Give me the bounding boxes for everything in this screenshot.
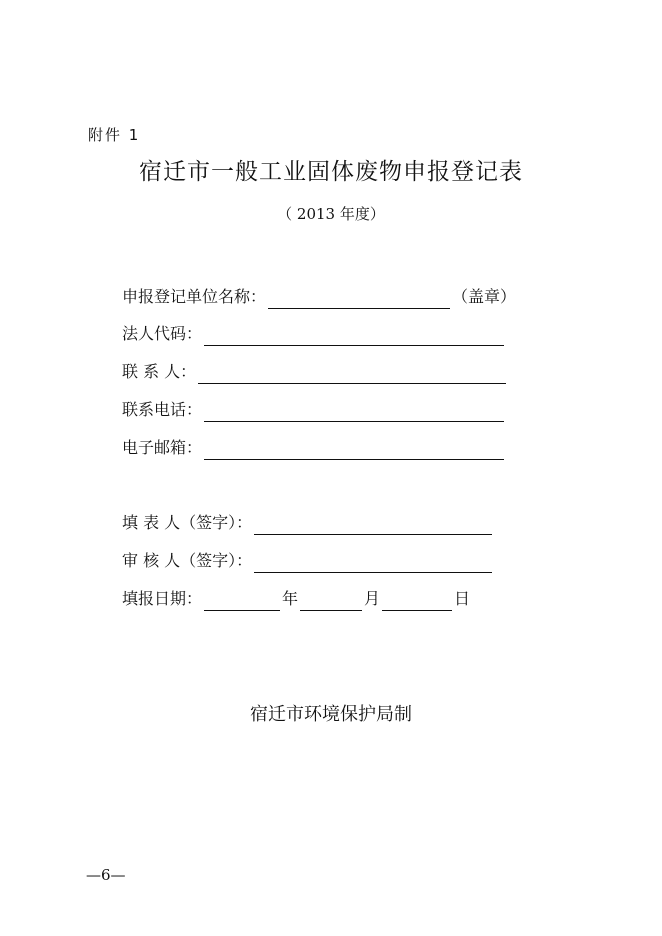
seal-note: （盖章）	[452, 287, 517, 306]
filler-signature-field[interactable]	[254, 516, 492, 535]
date-day-field[interactable]	[382, 592, 452, 611]
reviewer-signature-field[interactable]	[254, 554, 492, 573]
filler-row	[122, 511, 494, 535]
date-year-field[interactable]	[204, 592, 280, 611]
legal-code-row	[122, 322, 506, 346]
issuer-label: 宿迁市环境保护局制	[250, 704, 412, 725]
contact-label: 联 系 人：	[122, 362, 197, 381]
day-char: 日	[454, 589, 471, 608]
page-number: —6—	[86, 866, 126, 884]
unit-name-field[interactable]	[268, 290, 450, 309]
reviewer-row	[122, 549, 494, 573]
phone-label: 联系电话：	[122, 400, 203, 419]
reviewer-label: 审 核 人（签字）：	[122, 551, 253, 570]
email-label: 电子邮箱：	[122, 438, 203, 457]
phone-field[interactable]	[204, 403, 504, 422]
year-note: （ 2013 年度）	[277, 205, 385, 223]
phone-row	[122, 398, 506, 422]
contact-field[interactable]	[198, 365, 506, 384]
legal-code-field[interactable]	[204, 327, 504, 346]
date-row	[122, 587, 470, 611]
attachment-label: 附件 1	[88, 126, 141, 144]
email-field[interactable]	[204, 441, 504, 460]
contact-row	[122, 360, 508, 384]
unit-name-label: 申报登记单位名称：	[122, 287, 267, 306]
date-label: 填报日期：	[122, 589, 203, 608]
email-row	[122, 436, 506, 460]
page-title: 宿迁市一般工业固体废物申报登记表	[139, 159, 523, 185]
legal-code-label: 法人代码：	[122, 324, 203, 343]
month-char: 月	[364, 589, 381, 608]
unit-name-row	[122, 285, 516, 309]
year-char: 年	[282, 589, 299, 608]
filler-label: 填 表 人（签字）：	[122, 513, 253, 532]
date-month-field[interactable]	[300, 592, 362, 611]
